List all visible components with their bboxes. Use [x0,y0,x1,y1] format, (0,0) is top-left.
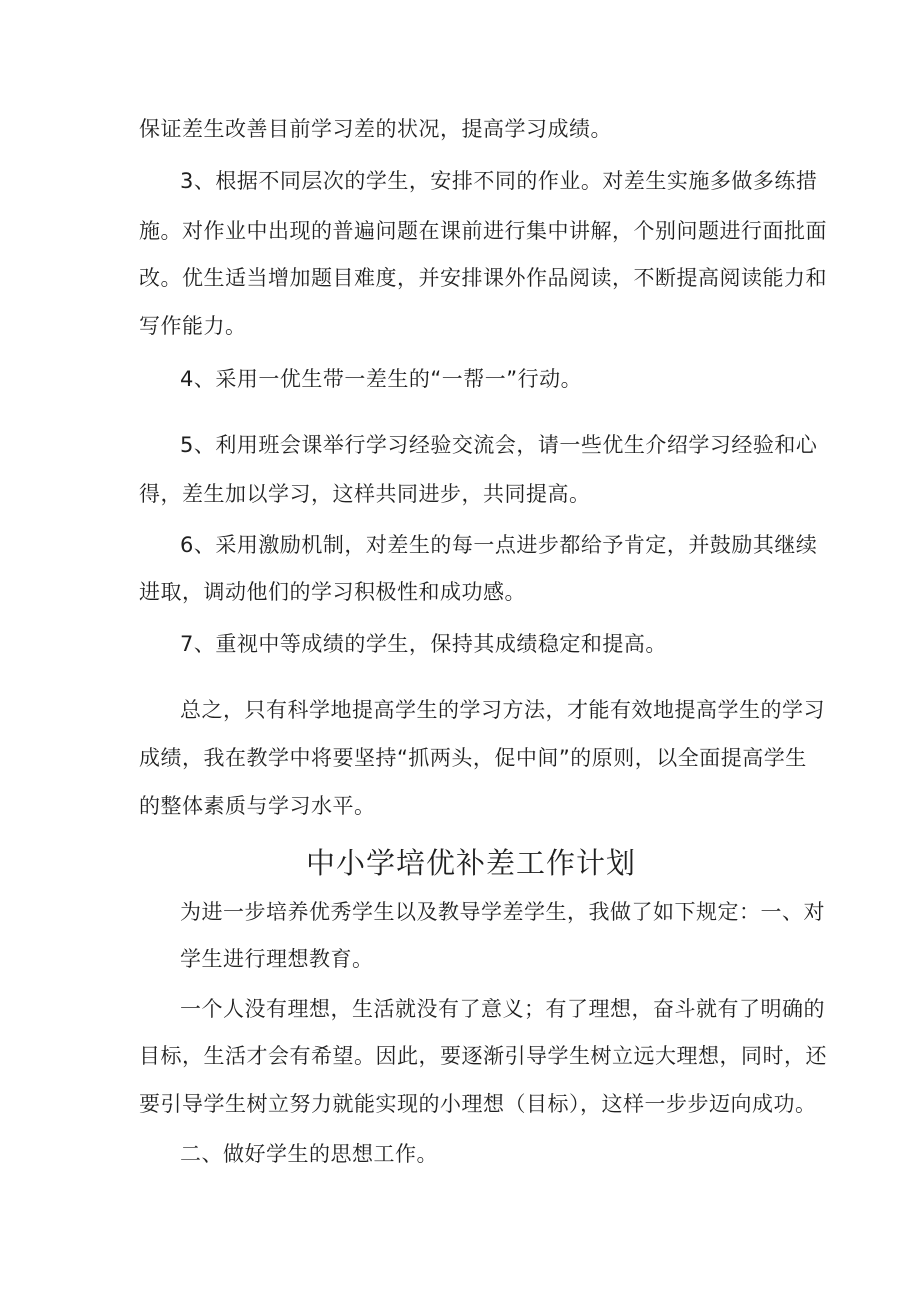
paragraph-line: 改。优生适当增加题目难度，并安排课外作品阅读，不断提高阅读能力和 [139,266,827,290]
paragraph-line: 写作能力。 [139,314,247,338]
paragraph-line: 总之，只有科学地提高学生的学习方法，才能有效地提高学生的学习 [180,698,825,722]
paragraph-line: 为进一步培养优秀学生以及教导学差学生，我做了如下规定：一、对 [180,900,825,924]
section-title: 中小学培优补差工作计划 [306,846,637,880]
paragraph-line: 一个人没有理想，生活就没有了意义；有了理想，奋斗就有了明确的 [180,997,825,1021]
paragraph-line: 要引导学生树立努力就能实现的小理想（目标），这样一步步迈向成功。 [139,1092,817,1116]
paragraph-line: 7、重视中等成绩的学生，保持其成绩稳定和提高。 [180,632,667,656]
paragraph-line: 学生进行理想教育。 [180,947,374,971]
paragraph-line: 5、利用班会课举行学习经验交流会，请一些优生介绍学习经验和心 [180,433,818,457]
paragraph-line: 施。对作业中出现的普遍问题在课前进行集中讲解，个别问题进行面批面 [139,219,827,243]
paragraph-line: 得，差生加以学习，这样共同进步，共同提高。 [139,482,591,506]
paragraph-line: 进取，调动他们的学习积极性和成功感。 [139,580,526,604]
paragraph-line: 的整体素质与学习水平。 [139,794,376,818]
paragraph-line: 成绩，我在教学中将要坚持“抓两头，促中间”的原则，以全面提高学生 [139,746,807,770]
paragraph-line: 4、采用一优生带一差生的“一帮一”行动。 [180,367,583,391]
paragraph-line: 6、采用激励机制，对差生的每一点进步都给予肯定，并鼓励其继续 [180,533,818,557]
paragraph-line: 保证差生改善目前学习差的状况，提高学习成绩。 [139,117,612,141]
paragraph-line: 二、做好学生的思想工作。 [180,1142,438,1166]
paragraph-line: 3、根据不同层次的学生，安排不同的作业。对差生实施多做多练措 [180,169,818,193]
paragraph-line: 目标，生活才会有希望。因此，要逐渐引导学生树立远大理想，同时，还 [139,1044,827,1068]
